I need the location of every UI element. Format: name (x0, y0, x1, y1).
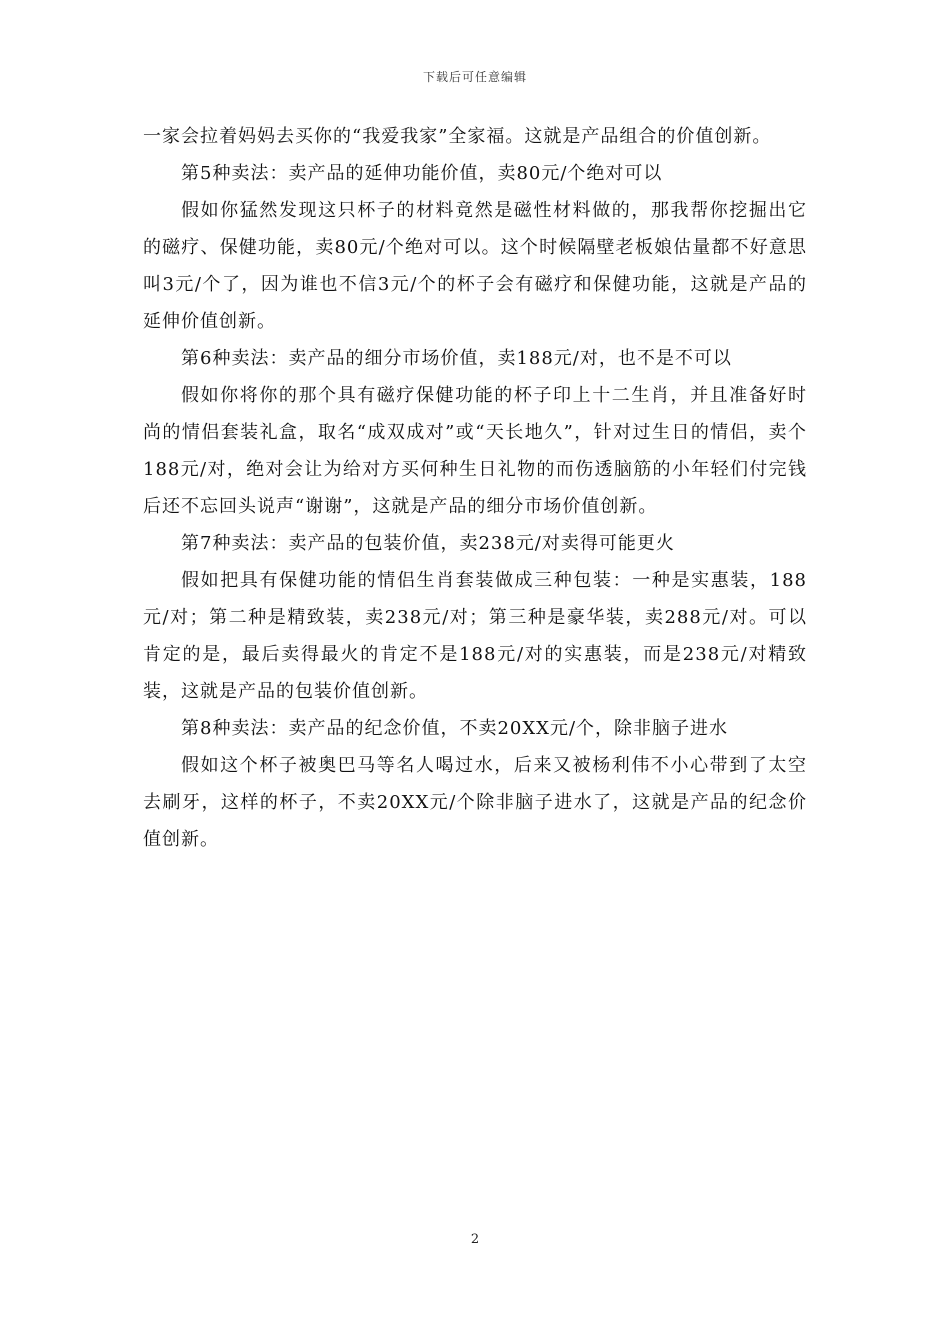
paragraph: 假如把具有保健功能的情侣生肖套装做成三种包装：一种是实惠装，188元/对；第二种是精致装，卖238元/对；第三种是豪华装，卖288元/对。可以肯定的是，最后卖得最火的肯定不是188元/对的实惠装，而是238元/对精致装，这就是产品的包装价值创新。 (143, 570, 807, 702)
section-heading-5: 第5种卖法：卖产品的延伸功能价值，卖80元/个绝对可以 (181, 163, 663, 184)
section-heading-8: 第8种卖法：卖产品的纪念价值，不卖20XX元/个，除非脑子进水 (181, 718, 729, 739)
page-number: 2 (470, 1232, 480, 1247)
paragraph: 假如这个杯子被奥巴马等名人喝过水，后来又被杨利伟不小心带到了太空去刷牙，这样的杯子，不卖20XX元/个除非脑子进水了，这就是产品的纪念价值创新。 (143, 755, 807, 850)
paragraph: 假如你将你的那个具有磁疗保健功能的杯子印上十二生肖，并且准备好时尚的情侣套装礼盒，取名“成双成对”或“天长地久”，针对过生日的情侣，卖个188元/对，绝对会让为给对方买何种生日礼物的而伤透脑筋的小年轻们付完钱后还不忘回头说声“谢谢”，这就是产品的细分市场价值创新。 (143, 385, 807, 517)
body-text (143, 118, 807, 858)
page-header: 下载后可任意编辑 (422, 70, 527, 84)
paragraph: 一家会拉着妈妈去买你的“我爱我家”全家福。这就是产品组合的价值创新。 (143, 126, 772, 147)
paragraph: 假如你猛然发现这只杯子的材料竟然是磁性材料做的，那我帮你挖掘出它的磁疗、保健功能，卖80元/个绝对可以。这个时候隔壁老板娘估量都不好意思叫3元/个了，因为谁也不信3元/个的杯子会有磁疗和保健功能，这就是产品的延伸价值创新。 (143, 200, 807, 332)
section-heading-6: 第6种卖法：卖产品的细分市场价值，卖188元/对，也不是不可以 (181, 348, 732, 369)
section-heading-7: 第7种卖法：卖产品的包装价值，卖238元/对卖得可能更火 (181, 533, 675, 554)
